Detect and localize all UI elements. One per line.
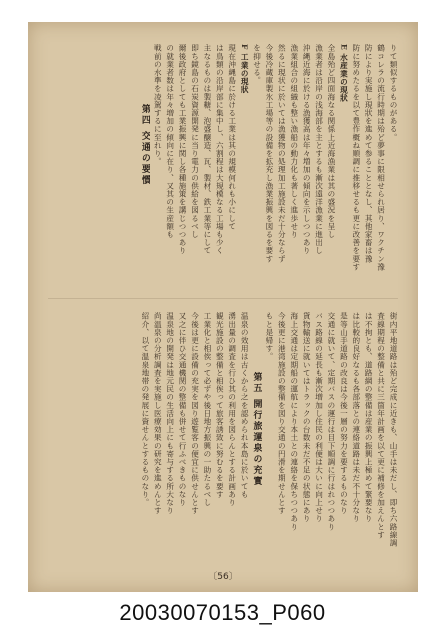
lower-text-column: 今後は更に設備の充実を図り遊覧客の便宜に供せんとす	[190, 312, 200, 515]
section-divider	[48, 298, 398, 299]
upper-text-column: を抑せる。	[252, 44, 262, 85]
lower-text-column: 観光施設の整備と相俟って旅客誘致に努むるを要す	[215, 312, 225, 499]
upper-text-column: 漁業組合の組織も整い漁船の動力化も著しく進歩せり	[289, 44, 299, 239]
upper-text-column: りて類似するものがある。	[389, 44, 398, 142]
upper-text-column: 漁業者は沿岸の浅海部を主とするも漸次遠洋漁業に進出し	[314, 44, 324, 255]
lower-text-column: 温泉の效用は古くから之を認められ本島に於いても	[240, 312, 250, 499]
lower-text-column: 海上交通は定期船の運航により本土との連絡を保ちつつあり	[289, 312, 299, 531]
upper-subheading: F 工業の現狀	[240, 44, 250, 94]
upper-text-column: 防に努めたるを以て豊作概ね順調に推移せるも更に改善を要す	[351, 44, 361, 271]
upper-text-column: 沖縄近海に於ける漁獲高は年々増加の傾向を示しつつあり	[302, 44, 312, 255]
upper-subheading: E 水産業の現狀	[339, 44, 349, 103]
lower-text-column: は比較的良好なるも各部落との連絡道路は未だ不十分なり	[351, 312, 361, 523]
upper-text-block	[48, 44, 398, 289]
lower-text-column: 街内平地道路は殆ど完成に近きも、山手は未だし、即ち六路線調	[389, 312, 398, 547]
lower-section-heading: 第五 開行旅運泉の充實	[251, 372, 262, 488]
page-number: 〔56〕	[208, 572, 238, 582]
lower-text-column: 是等山手道路の改良は今後一層の努力を要するものなり	[339, 312, 349, 515]
lower-text-column: 又之に伴ひ交通機関の整備も併せて行ふべきものなり	[178, 312, 188, 507]
lower-text-column: 尚温泉の分析調査を実施し医療効果の研究を進めんとす	[153, 312, 163, 515]
document-page	[28, 22, 418, 592]
lower-text-column: 紹介、以て温泉地帯の発展に資せんとするものなり。	[140, 312, 150, 507]
upper-text-column: 全島殆ど四面海なる関係上近海漁業は其の盛況を呈し	[326, 44, 336, 239]
lower-text-block	[48, 312, 398, 557]
upper-text-column: 防により実施し現狀を進めて参ることとなし、其他家畜は豫	[364, 44, 374, 263]
upper-text-column: の就業者数は年々増加の傾向に在り、又其の生産額も	[165, 44, 175, 239]
lower-text-column: 湧出量の調査を行ひ其の利用を図らんとする計画あり	[227, 312, 237, 507]
lower-text-column: 今後更に港湾施設の整備を図り交通の円滑を期せんとす	[277, 312, 287, 515]
lower-text-column: 交通に就いて、定期バスの運行は目下順調に行はれつつあり	[326, 312, 336, 531]
lower-text-column: 貨物輸送に就いてはトラックの台数未だ不足の状態にあり	[302, 312, 312, 523]
upper-text-column: 然るに現状に於いては漁獲物の処理加工施設未だ十分ならず	[277, 44, 287, 263]
upper-text-column: 鶴コレラの流行時期は殆ど夢事に限相せられ居り、ワクチン豫	[376, 44, 386, 271]
upper-text-column: 現在沖縄島に於ける工業は其の規模何れも小にして	[227, 44, 237, 231]
upper-text-column: 今後冷蔵庫製氷工場等の設備を拡充し漁業振興を図るを要す	[264, 44, 274, 263]
lower-text-column: バス路線の延長も漸次増加し住民の利便は大いに向上せり	[314, 312, 324, 523]
upper-text-column: 爾後政府としても工業振興に関し各種施策を講じつつあり	[178, 44, 188, 255]
upper-text-column: 主なるものは製糖、泡盛醸造、瓦、製材、鉄工業等にして	[202, 44, 212, 255]
lower-text-column: 工業化と相俟って必ずや後日地方振興の一助たるべし	[202, 312, 212, 507]
lower-text-column: もと是帰す。	[264, 312, 274, 361]
lower-text-column: 査線期程の整備と共に三箇年計画を以て更に補修を加えんとす	[376, 312, 386, 539]
lower-text-column: は不拘とも、道路網の整備は産業の振興上極めて緊要なり	[364, 312, 374, 523]
upper-section-heading: 第四 交通の要慣	[139, 104, 150, 187]
lower-text-column: 温泉地の開発は地元民の生活向上にも寄与する所大なり	[165, 312, 175, 515]
upper-text-column: 戦前の水準を凌駕するに至れり。	[153, 44, 163, 166]
upper-text-column: 即ち鏡島の石炭資源開発に当り電力の供給を図るべし	[190, 44, 200, 239]
upper-text-column: は鳥類の沿岸部に集中し、六割程は大規模なる工場も少く	[215, 44, 225, 255]
image-caption: 20030070153_P060	[119, 600, 326, 625]
